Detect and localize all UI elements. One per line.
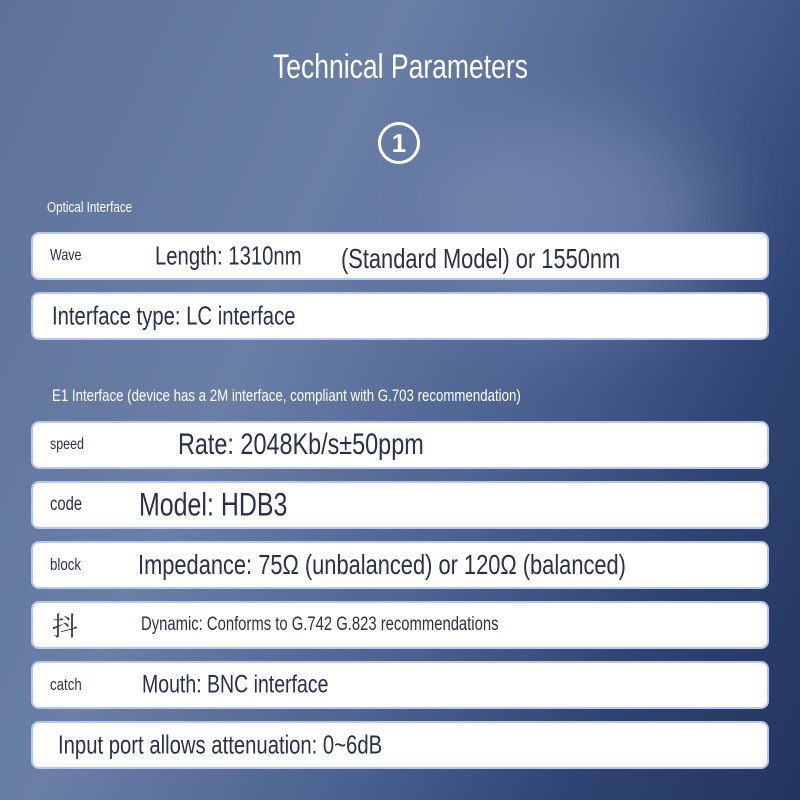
row-label: 抖 [52,611,79,642]
row-label: Wave [50,247,82,264]
row-value: Interface type: LC interface [52,300,296,331]
step-number-badge: 1 [378,122,420,164]
param-row-speed [31,421,769,469]
row-label: catch [50,675,82,694]
row-value: Mouth: BNC interface [142,670,329,699]
section-optical-interface: Optical Interface [47,199,133,216]
row-value-extra: (Standard Model) or 1550nm [341,242,621,274]
row-value: Input port allows attenuation: 0~6dB [58,729,383,760]
param-row-wavelength [31,232,769,280]
row-value: Dynamic: Conforms to G.742 G.823 recommendations [141,614,499,635]
row-label: speed [50,436,85,453]
param-row-interface-type [31,292,769,340]
section-e1-interface: E1 Interface (device has a 2M interface, compliant with G.703 recommendation) [52,386,521,405]
row-value: Model: HDB3 [139,486,288,523]
page-title: Technical Parameters [272,48,528,86]
param-row-attenuation [31,721,769,769]
param-row-connector [31,661,769,709]
row-label: code [50,494,83,515]
row-value: Impedance: 75Ω (unbalanced) or 120Ω (balanced) [138,549,626,580]
param-row-jitter [31,601,769,649]
row-value: Rate: 2048Kb/s±50ppm [178,428,424,461]
param-row-code [31,481,769,529]
row-label: block [50,555,81,574]
background-glow [420,120,720,320]
row-value: Length: 1310nm [155,240,302,271]
param-row-impedance [31,541,769,589]
